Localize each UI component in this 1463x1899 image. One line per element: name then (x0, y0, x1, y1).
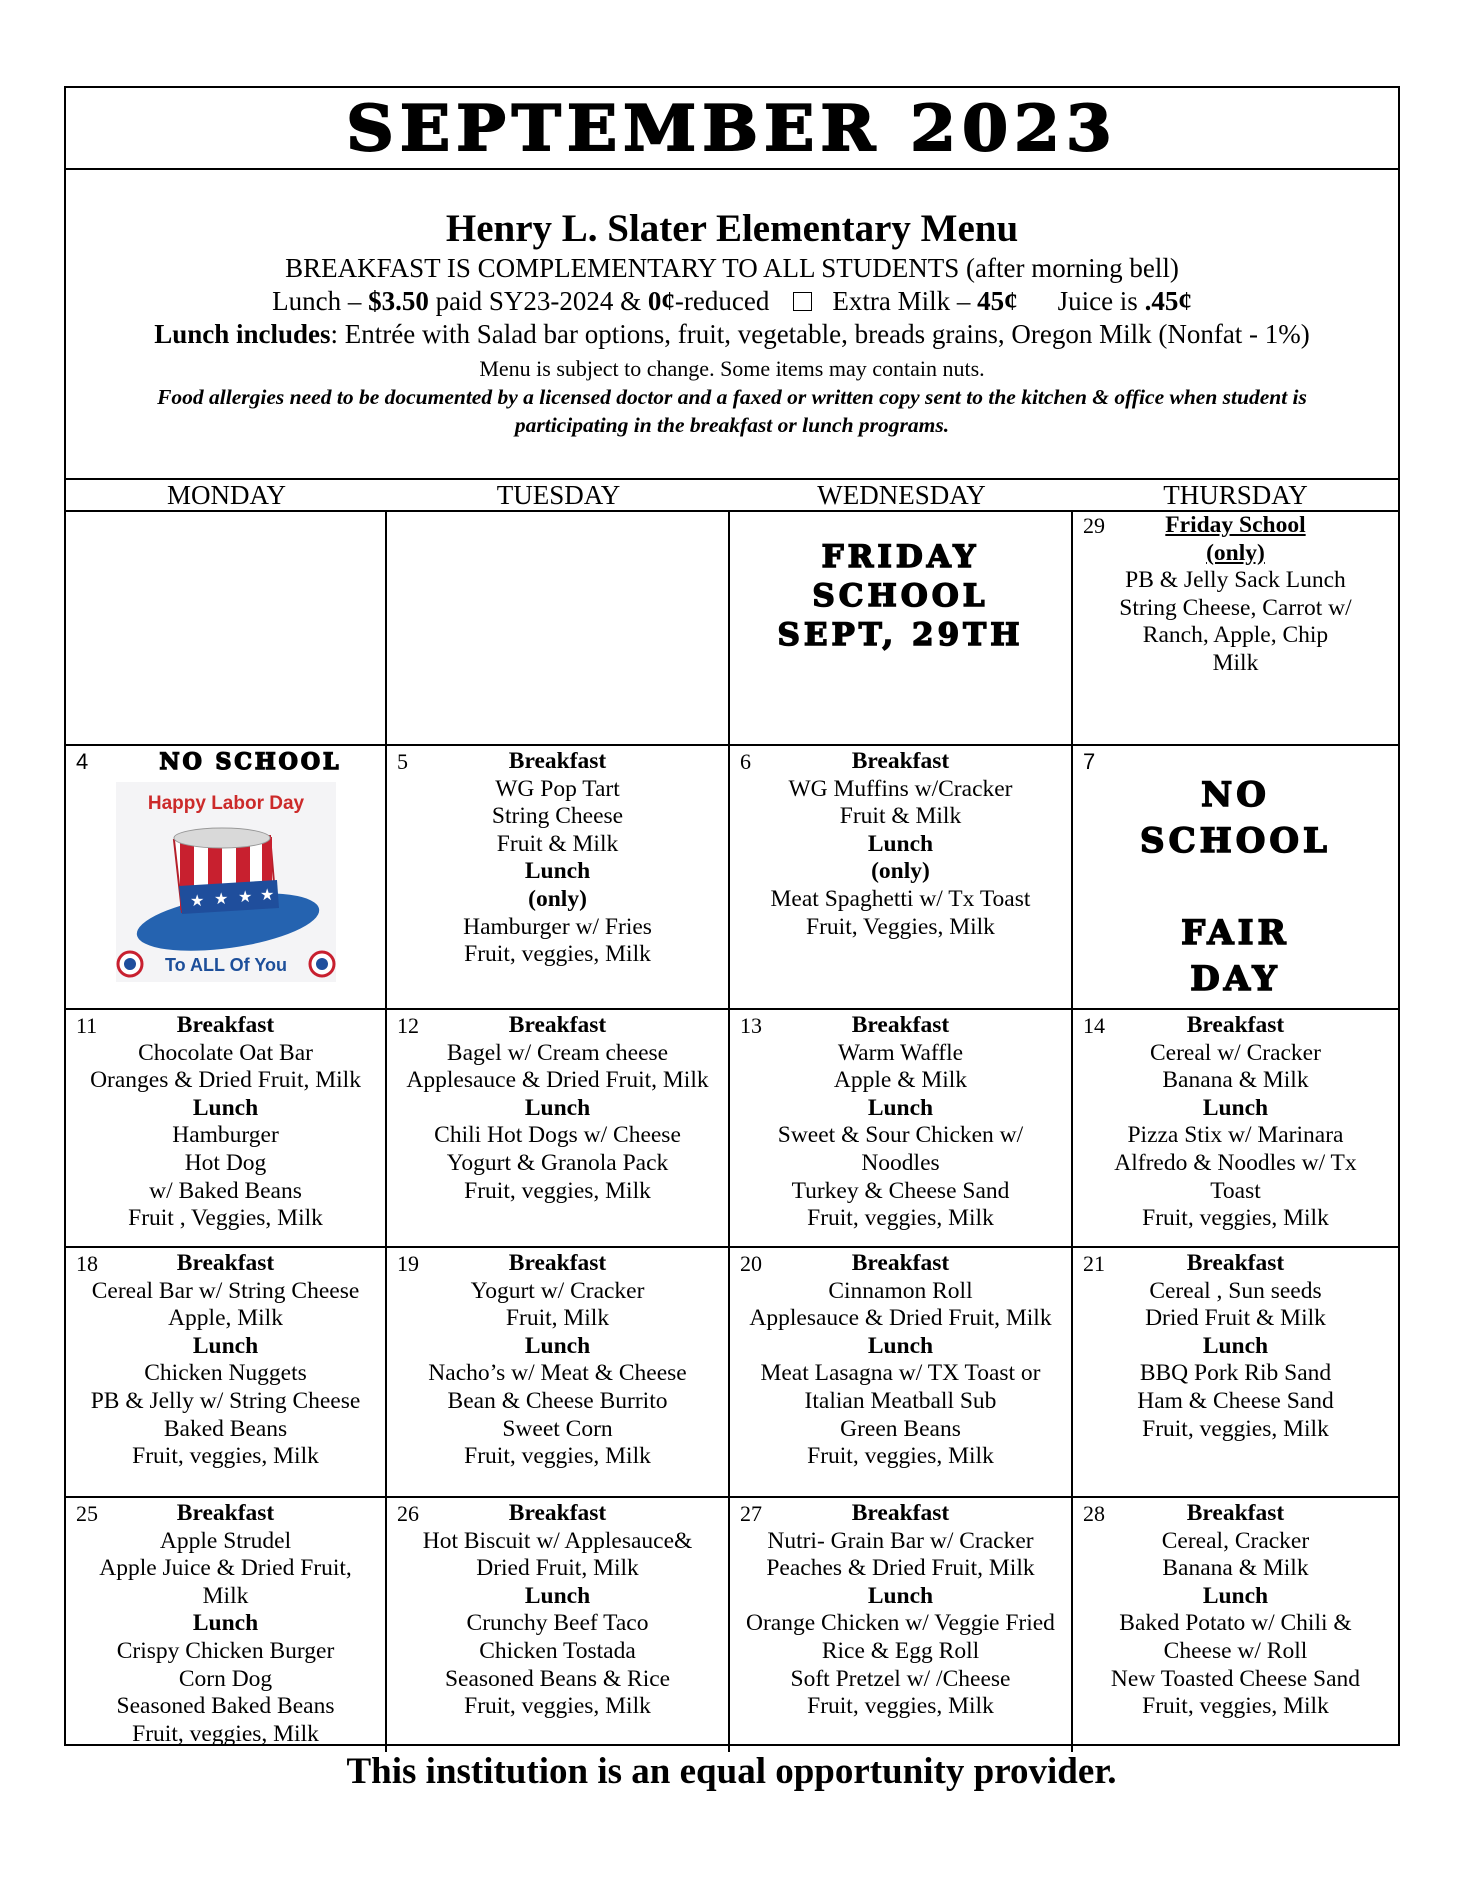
menu-item: Cinnamon Roll (828, 1277, 973, 1304)
breakfast-label: Breakfast (851, 748, 950, 774)
lunch-label: Lunch (867, 1582, 934, 1609)
menu-item: String Cheese, Carrot w/ (1119, 594, 1352, 621)
menu-item: Orange Chicken w/ Veggie Fried (746, 1610, 1055, 1637)
day-number: 25 (76, 1501, 98, 1526)
svg-text:★: ★ (260, 885, 275, 904)
menu-item: Seasoned Beans & Rice (444, 1665, 671, 1692)
menu-item: Oranges & Dried Fruit, Milk (90, 1067, 361, 1094)
menu-item: Fruit & Milk (839, 803, 962, 830)
menu-item: Nutri- Grain Bar w/ Cracker (767, 1527, 1034, 1554)
day-cell (730, 1498, 1073, 1752)
day-number: 18 (76, 1251, 98, 1276)
day-number: 11 (76, 1013, 98, 1038)
menu-item: Fruit, veggies, Milk (1142, 1415, 1329, 1442)
lunch-label: Lunch (867, 830, 934, 857)
day-number: 26 (397, 1501, 420, 1526)
reduced-suffix: -reduced (674, 286, 770, 316)
menu-item: Fruit, veggies, Milk (807, 1693, 994, 1720)
lunch-label: Lunch (524, 1582, 591, 1609)
lunch-label: Lunch (524, 858, 591, 885)
day-cell (387, 1498, 730, 1752)
stamp-line: FAIR (1181, 913, 1290, 953)
menu-item: Crispy Chicken Burger (116, 1637, 335, 1664)
menu-item: Fruit, veggies, Milk (807, 1205, 994, 1232)
breakfast-label: Breakfast (1186, 1500, 1285, 1526)
menu-item: WG Muffins w/Cracker (788, 775, 1013, 802)
week-row (66, 1498, 1398, 1752)
title-row (66, 88, 1398, 170)
menu-item: Chocolate Oat Bar (138, 1039, 313, 1066)
breakfast-label: Breakfast (508, 1250, 607, 1276)
svg-text:★: ★ (190, 891, 205, 910)
checkbox-icon (793, 292, 812, 311)
lunch-price: $3.50 (368, 286, 429, 316)
week-row (66, 1248, 1398, 1498)
menu-item: Fruit, veggies, Milk (132, 1720, 319, 1747)
only-label: (only) (1206, 539, 1265, 566)
menu-item: String Cheese (491, 803, 624, 830)
menu-item: Crunchy Beef Taco (466, 1610, 649, 1637)
empty-cell (387, 510, 730, 744)
menu-item: Rice & Egg Roll (821, 1637, 980, 1664)
day-thursday: THURSDAY (1163, 480, 1308, 510)
lunch-label: Lunch (1202, 1094, 1269, 1121)
day-cell (1073, 1498, 1398, 1752)
menu-item: Sweet & Sour Chicken w/ (777, 1122, 1024, 1149)
svg-text:★: ★ (238, 887, 253, 906)
breakfast-label: Breakfast (508, 1012, 607, 1038)
menu-item: Cereal, Cracker (1161, 1527, 1310, 1554)
day-cell (1073, 510, 1398, 744)
breakfast-label: Breakfast (1186, 1012, 1285, 1038)
lunch-label: Lunch (867, 1094, 934, 1121)
menu-item: Yogurt & Granola Pack (446, 1149, 669, 1176)
juice-price: .45¢ (1144, 286, 1192, 316)
lunch-label: Lunch (192, 1332, 259, 1359)
day-cell (1073, 1248, 1398, 1496)
menu-item: Fruit, Veggies, Milk (806, 913, 995, 940)
reduced-price: 0¢ (647, 286, 675, 316)
lunch-prefix: Lunch – (272, 286, 369, 316)
menu-item: Banana & Milk (1162, 1067, 1309, 1094)
day-number: 13 (740, 1013, 762, 1038)
lunch-label: Lunch (867, 1332, 934, 1359)
menu-item: Meat Spaghetti w/ Tx Toast (770, 885, 1031, 912)
menu-item: Fruit, veggies, Milk (132, 1443, 319, 1470)
day-number: 27 (740, 1501, 762, 1526)
menu-item: Apple, Milk (168, 1305, 283, 1332)
to-all-text: To ALL Of You (165, 955, 287, 976)
allergy-note (66, 383, 1398, 439)
lunch-label: Lunch (1202, 1582, 1269, 1609)
menu-item: PB & Jelly w/ String Cheese (90, 1387, 361, 1414)
labor-day-cell (66, 746, 387, 1008)
week-row (66, 510, 1398, 746)
menu-item: Meat Lasagna w/ TX Toast or (760, 1360, 1041, 1387)
menu-item: Baked Potato w/ Chili & (1119, 1610, 1352, 1637)
day-number: 21 (1082, 1251, 1105, 1276)
stamp-line: SCHOOL (812, 578, 989, 614)
lunch-label: Lunch (192, 1094, 259, 1121)
menu-item: Bagel w/ Cream cheese (446, 1039, 669, 1066)
menu-item: Cereal w/ Cracker (1150, 1039, 1321, 1066)
menu-item: Ham & Cheese Sand (1137, 1387, 1334, 1414)
menu-item: Applesauce & Dried Fruit, Milk (406, 1067, 709, 1094)
day-number: 29 (1082, 513, 1105, 538)
day-number: 4 (76, 749, 89, 774)
only-label: (only) (528, 885, 587, 912)
menu-item: Peaches & Dried Fruit, Milk (766, 1555, 1035, 1582)
day-number: 14 (1082, 1013, 1105, 1038)
day-cell (66, 1498, 387, 1752)
school-title: Henry L. Slater Elementary Menu (445, 207, 1019, 250)
empty-cell (66, 510, 387, 744)
price-line (66, 285, 1398, 318)
week-row (66, 746, 1398, 1010)
breakfast-note: BREAKFAST IS COMPLEMENTARY TO ALL STUDENTS (after morning bell) (285, 253, 1179, 283)
menu-item: Hot Biscuit w/ Applesauce& (422, 1527, 693, 1554)
menu-item: Fruit, veggies, Milk (464, 1177, 651, 1204)
day-number: 28 (1082, 1501, 1105, 1526)
menu-item: New Toasted Cheese Sand (1110, 1665, 1361, 1692)
calendar-grid (66, 510, 1398, 1752)
day-cell (730, 1010, 1073, 1246)
menu-item: Soft Pretzel w/ /Cheese (790, 1665, 1011, 1692)
menu-item: Apple Strudel (159, 1527, 292, 1554)
labor-day-image (116, 782, 336, 982)
menu-item: Fruit & Milk (496, 830, 619, 857)
extra-milk-label: Extra Milk – (832, 286, 978, 316)
stamp-line: DAY (1190, 959, 1281, 999)
breakfast-label: Breakfast (176, 1250, 275, 1276)
breakfast-label: Breakfast (176, 1500, 275, 1526)
extra-milk-price: 45¢ (977, 286, 1018, 316)
no-school-stamp: NO SCHOOL (159, 749, 342, 775)
lunch-label: Lunch (1202, 1332, 1269, 1359)
svg-text:★: ★ (214, 889, 229, 908)
menu-item: Chicken Tostada (479, 1637, 636, 1664)
stamp-line: NO (1201, 775, 1270, 815)
menu-item: Green Beans (840, 1415, 961, 1442)
menu-item: Chicken Nuggets (144, 1360, 307, 1387)
menu-item: Dried Fruit, Milk (476, 1555, 639, 1582)
menu-item: Dried Fruit & Milk (1145, 1305, 1326, 1332)
stamp-line: SCHOOL (1140, 821, 1331, 861)
menu-item: Ranch, Apple, Chip (1142, 622, 1329, 649)
menu-item: Yogurt w/ Cracker (470, 1277, 645, 1304)
menu-item: Fruit, veggies, Milk (464, 941, 651, 968)
menu-item: WG Pop Tart (495, 775, 620, 802)
lunch-label: Lunch (524, 1094, 591, 1121)
menu-item: BBQ Pork Rib Sand (1139, 1360, 1332, 1387)
only-label: (only) (871, 858, 930, 885)
menu-item: PB & Jelly Sack Lunch (1125, 567, 1346, 594)
friday-school-title: Friday School (1165, 512, 1306, 538)
breakfast-label: Breakfast (1186, 1250, 1285, 1276)
breakfast-label: Breakfast (851, 1012, 950, 1038)
breakfast-label: Breakfast (851, 1500, 950, 1526)
menu-item: Chili Hot Dogs w/ Cheese (434, 1122, 681, 1149)
menu-item: Apple & Milk (833, 1067, 968, 1094)
day-tuesday: TUESDAY (496, 480, 621, 510)
lunch-label: Lunch (524, 1332, 591, 1359)
day-cell (66, 1248, 387, 1496)
menu-item: Alfredo & Noodles w/ Tx (1114, 1149, 1357, 1176)
friday-school-cell (730, 510, 1073, 744)
includes-label: Lunch includes (154, 319, 331, 349)
menu-item: Cheese w/ Roll (1163, 1637, 1308, 1664)
menu-item: Cereal Bar w/ String Cheese (91, 1277, 360, 1304)
stamp-line: SEPT, 29TH (777, 617, 1024, 653)
lunch-mid: paid SY23-2024 & (428, 286, 648, 316)
day-cell (387, 1010, 730, 1246)
day-cell (66, 1010, 387, 1246)
breakfast-label: Breakfast (508, 748, 607, 774)
includes-line (66, 318, 1398, 351)
lunch-label: Lunch (192, 1610, 259, 1637)
day-cell (730, 746, 1073, 1008)
day-number: 20 (740, 1251, 762, 1276)
breakfast-label: Breakfast (851, 1250, 950, 1276)
week-row (66, 1010, 1398, 1248)
juice-label: Juice is (1057, 286, 1145, 316)
menu-item: Pizza Stix w/ Marinara (1127, 1122, 1344, 1149)
day-number: 7 (1082, 749, 1096, 774)
menu-item: Turkey & Cheese Sand (791, 1177, 1010, 1204)
fair-day-cell (1073, 746, 1398, 1008)
menu-item: Hamburger (172, 1122, 279, 1149)
day-monday: MONDAY (167, 480, 287, 510)
menu-item: Bean & Cheese Burrito (447, 1387, 668, 1414)
menu-item: Banana & Milk (1162, 1555, 1309, 1582)
menu-item: w/ Baked Beans (149, 1177, 302, 1204)
labor-day-greeting: Happy Labor Day (147, 793, 305, 814)
change-note: Menu is subject to change. Some items may contain nuts. (479, 356, 985, 381)
day-cell (387, 1248, 730, 1496)
menu-item: Milk (202, 1582, 249, 1609)
footer-statement: This institution is an equal opportunity provider. (346, 1751, 1117, 1792)
menu-item: Noodles (861, 1149, 940, 1176)
menu-item: Fruit, veggies, Milk (807, 1443, 994, 1470)
menu-item: Fruit , Veggies, Milk (128, 1205, 323, 1232)
allergy-line-2: participating in the breakfast or lunch programs. (514, 413, 950, 437)
menu-item: Toast (1210, 1177, 1261, 1204)
day-cell (730, 1248, 1073, 1496)
menu-item: Fruit, Milk (505, 1305, 610, 1332)
allergy-line-1: Food allergies need to be documented by a licensed doctor and a faxed or written copy sent to the kitchen & office when student is (157, 385, 1307, 409)
day-number: 6 (740, 749, 751, 774)
menu-item: Applesauce & Dried Fruit, Milk (749, 1305, 1052, 1332)
menu-item: Warm Waffle (837, 1039, 964, 1066)
breakfast-label: Breakfast (176, 1012, 275, 1038)
menu-item: Baked Beans (163, 1415, 288, 1442)
menu-item: Italian Meatball Sub (804, 1387, 997, 1414)
includes-text: : Entrée with Salad bar options, fruit, vegetable, breads grains, Oregon Milk (Nonfat - 1%) (330, 319, 1310, 349)
menu-item: Fruit, veggies, Milk (1142, 1205, 1329, 1232)
menu-item: Seasoned Baked Beans (116, 1693, 335, 1720)
info-section (66, 168, 1398, 480)
menu-item: Cereal , Sun seeds (1149, 1277, 1322, 1304)
menu-item: Fruit, veggies, Milk (1142, 1693, 1329, 1720)
stamp-line: FRIDAY (821, 539, 980, 575)
menu-item: Fruit, veggies, Milk (464, 1693, 651, 1720)
menu-item: Hamburger w/ Fries (463, 913, 652, 940)
day-cell (387, 746, 730, 1008)
day-cell (1073, 1010, 1398, 1246)
day-wednesday: WEDNESDAY (817, 480, 986, 510)
menu-item: Apple Juice & Dried Fruit, (99, 1555, 352, 1582)
menu-item: Fruit, veggies, Milk (464, 1443, 651, 1470)
menu-item: Corn Dog (178, 1665, 273, 1692)
breakfast-label: Breakfast (508, 1500, 607, 1526)
menu-frame (64, 86, 1400, 1746)
menu-item: Sweet Corn (502, 1415, 613, 1442)
day-number: 12 (397, 1013, 420, 1038)
month-title: SEPTEMBER 2023 (346, 90, 1118, 166)
weekday-header (66, 478, 1398, 512)
menu-item: Hot Dog (184, 1149, 267, 1176)
day-number: 19 (397, 1251, 420, 1276)
menu-item: Nacho’s w/ Meat & Cheese (428, 1360, 687, 1387)
day-number: 5 (397, 749, 409, 774)
menu-item: Milk (1212, 649, 1259, 676)
